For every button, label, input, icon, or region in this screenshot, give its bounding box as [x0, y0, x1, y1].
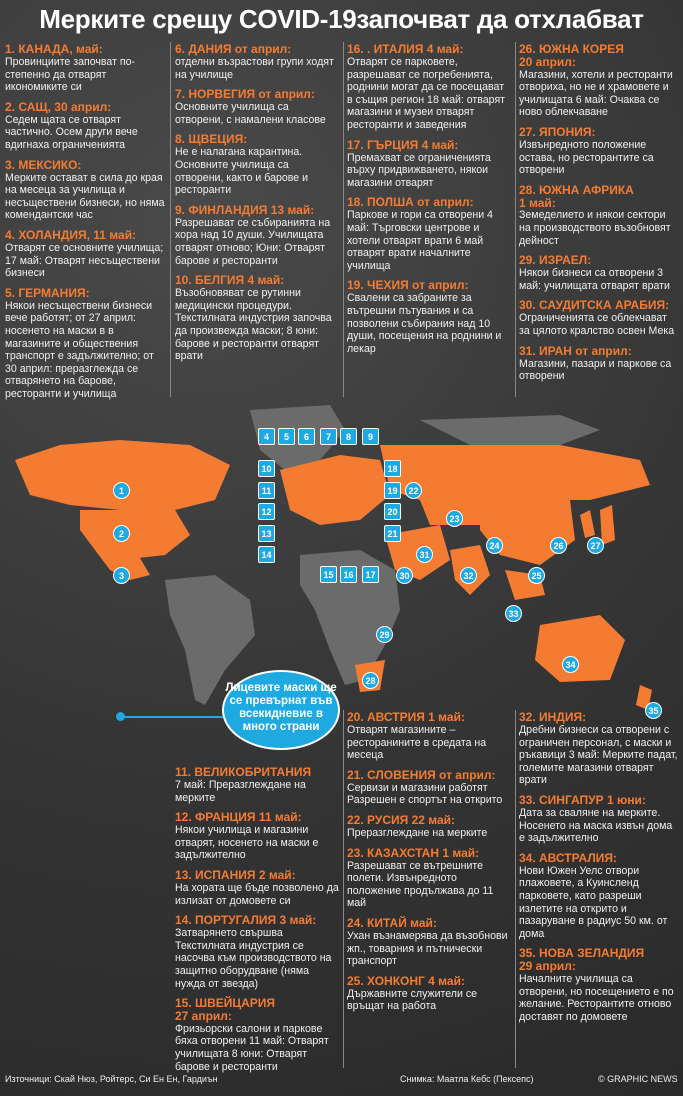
- country-badge: 22: [405, 482, 422, 499]
- country-text: Не е налагана карантина. Основните училища са отворени, както и барове и ресторанти: [175, 146, 309, 197]
- country-heading: 27. ЯПОНИЯ:: [519, 124, 596, 139]
- country-badge: 35: [645, 702, 662, 719]
- country-badge: 23: [446, 510, 463, 527]
- country-badge: 29: [376, 626, 393, 643]
- country-date: 1 май:: [519, 195, 556, 210]
- country-badge: 17: [362, 566, 379, 583]
- country-heading: 16. . ИТАЛИЯ 4 май:: [347, 42, 464, 56]
- column-6: [347, 710, 512, 1019]
- country-heading: 25. ХОНКОНГ 4 май:: [347, 973, 465, 988]
- country-text: Някои бизнеси са отворени 3 май: училищата отварят врати: [519, 267, 670, 292]
- column-7: [519, 710, 679, 1029]
- country-heading: 33. СИНГАПУР 1 юни:: [519, 792, 646, 807]
- country-heading: 19. ЧЕХИЯ от април:: [347, 278, 469, 293]
- country-entry: [347, 278, 512, 355]
- country-badge: 14: [258, 546, 275, 563]
- divider: [515, 710, 516, 1068]
- country-badge: 7: [320, 428, 337, 445]
- country-badge: 2: [113, 525, 130, 542]
- country-text: На хората ще бъде позволено да излизат от домовете си: [175, 881, 339, 907]
- country-badge: 4: [258, 428, 275, 445]
- country-badge: 8: [340, 428, 357, 445]
- column-3: [347, 42, 512, 361]
- country-text: Преразглеждане на мерките: [347, 826, 488, 839]
- country-heading: 30. САУДИТСКА АРАБИЯ:: [519, 298, 670, 313]
- country-badge: 21: [384, 525, 401, 542]
- country-badge: 20: [384, 503, 401, 520]
- country-entry: [519, 125, 679, 177]
- country-heading: 26. ЮЖНА КОРЕЯ: [519, 42, 624, 56]
- country-entry: [519, 298, 679, 337]
- divider: [170, 42, 171, 397]
- country-entry: [5, 286, 165, 401]
- divider: [343, 42, 344, 397]
- country-entry: [5, 42, 165, 94]
- country-badge: 32: [460, 567, 477, 584]
- country-badge: 26: [550, 537, 567, 554]
- country-text: Ограниченията се облекчават за цялото кралство освен Мека: [519, 312, 675, 337]
- country-heading: 1. КАНАДА, май:: [5, 42, 103, 56]
- country-text: Свалени са забраните за вътрешни пътувания и са позволени събирания над 10 души, посещения на роднини и лекар: [347, 292, 502, 355]
- country-badge: 19: [384, 482, 401, 499]
- country-entry: [519, 851, 679, 941]
- country-entry: [519, 710, 679, 787]
- country-entry: [519, 42, 679, 119]
- country-text: Началните училища са отворени, но посещението е по желание. Ресторантите отново доставят по домовете: [519, 972, 674, 1023]
- country-badge: 6: [298, 428, 315, 445]
- country-text: Разрешават се вътрешните полети. Извънредното положение продължава до 11 май: [347, 859, 494, 910]
- country-entry: [5, 158, 165, 222]
- country-entry: [347, 916, 512, 968]
- country-badge: 1: [113, 482, 130, 499]
- country-heading: 11. ВЕЛИКОБРИТАНИЯ: [175, 765, 312, 779]
- country-date: 29 април:: [519, 959, 576, 974]
- country-heading: 23. КАЗАХСТАН 1 май:: [347, 845, 480, 860]
- country-entry: [347, 974, 512, 1013]
- country-text: 7 май: Преразглеждане на мерките: [175, 779, 306, 804]
- country-heading: 2. САЩ, 30 април:: [5, 99, 112, 114]
- country-heading: 6. ДАНИЯ от април:: [175, 42, 292, 56]
- country-entry: [519, 793, 679, 845]
- country-badge: 25: [528, 567, 545, 584]
- country-text: Сервизи и магазини работят Разрешен е спортът на открито: [347, 781, 503, 807]
- country-entry: [5, 228, 165, 280]
- footer-photo-credit: Снимка: Маатла Кебс (Пексепс): [400, 1074, 534, 1084]
- callout-pointer-line: [120, 716, 224, 718]
- country-entry: [519, 946, 679, 1023]
- page-title: Мерките срещу COVID-19започват да отхлабват: [39, 4, 644, 34]
- country-heading: 22. РУСИЯ 22 май:: [347, 812, 456, 827]
- country-text: Държавните служители се връщат на работа: [347, 987, 478, 1013]
- country-heading: 29. ИЗРАЕЛ:: [519, 253, 592, 268]
- column-2: [175, 42, 340, 369]
- country-badge: 24: [486, 537, 503, 554]
- country-entry: [519, 344, 679, 383]
- country-entry: [347, 42, 512, 132]
- country-heading: 32. ИНДИЯ:: [519, 710, 587, 724]
- country-badge: 13: [258, 525, 275, 542]
- country-text: Някои училища и магазини отварят, носенето на маски е задължително: [175, 824, 319, 862]
- country-badge: 30: [396, 567, 413, 584]
- country-text: отделни възрастови групи ходят на училище: [175, 56, 334, 81]
- country-text: Извънредното положение остава, но ресторантите са отворени: [519, 138, 654, 177]
- country-heading: 3. МЕКСИКО:: [5, 157, 82, 172]
- country-badge: 9: [362, 428, 379, 445]
- country-text: Мерките остават в сила до края на месеца за училища и несъществени бизнеси, но няма комендантски час: [5, 171, 165, 222]
- country-heading: 34. АВСТРАЛИЯ:: [519, 850, 618, 865]
- country-text: Земеделието и някои сектори на производството възобновят дейност: [519, 209, 671, 247]
- column-5: [175, 765, 340, 1079]
- footer-copyright: © GRAPHIC NEWS: [598, 1074, 678, 1084]
- country-badge: 16: [340, 566, 357, 583]
- country-text: Възобновяват се рутинни медицински процедури. Текстилната индустрия започва да произвежда маски; 8 юни: барове и ресторанти отварят врати: [175, 287, 332, 363]
- country-date: 27 април:: [175, 1009, 232, 1024]
- country-text: Провинциите започват по-степенно да отварят икономиките си: [5, 56, 136, 94]
- country-text: Някои несъществени бизнеси вече работят; от 27 април: носенето на маски в в магазините и обществения транспорт е задължително; от 30 април: преразглежда се отварянето на барове, ресторанти и училища: [5, 299, 154, 400]
- column-4: [519, 42, 679, 389]
- country-entry: [347, 813, 512, 840]
- country-heading: 8. ЩВЕЦИЯ:: [175, 132, 248, 147]
- country-badge: 31: [416, 546, 433, 563]
- country-entry: [175, 810, 340, 862]
- country-date: 20 април:: [519, 55, 576, 69]
- country-entry: [175, 868, 340, 907]
- country-badge: 18: [384, 460, 401, 477]
- country-text: Дребни бизнеси са отворени с ограничен персонал, с маски и ръкавици 3 май: Мерките падат, големите магазини отварят врати: [519, 724, 678, 787]
- country-badge: 10: [258, 460, 275, 477]
- divider: [343, 710, 344, 1068]
- country-heading: 24. КИТАЙ май:: [347, 915, 437, 930]
- world-map: [0, 400, 683, 710]
- country-text: Отварят магазините – ресторанините в средата на месеца: [347, 724, 487, 762]
- country-heading: 12. ФРАНЦИЯ 11 май:: [175, 810, 302, 825]
- column-1: [5, 42, 165, 406]
- country-text: Ухан възнамерява да възобнови жп., товарния и пътнически транспорт: [347, 929, 508, 968]
- country-text: Основните училища са отворени, с намалени класове: [175, 101, 326, 126]
- country-text: Премахват се ограниченията върху придвижването, някои магазини отварят: [347, 151, 491, 189]
- country-heading: 7. НОРВЕГИЯ от април:: [175, 87, 315, 102]
- country-badge: 3: [113, 567, 130, 584]
- country-badge: 27: [587, 537, 604, 554]
- country-text: Магазини, хотели и ресторанти отвориха, но не и храмовете и училищата 6 май: Очаква се ново облекчаване: [519, 68, 673, 119]
- country-entry: [175, 132, 340, 196]
- country-entry: [5, 100, 165, 152]
- country-badge: 33: [505, 605, 522, 622]
- country-text: Седем щата се отварят частично. Осем други вече вдигнаха ограниченията: [5, 113, 138, 151]
- country-heading: 10. БЕЛГИЯ 4 май:: [175, 273, 285, 288]
- country-heading: 21. СЛОВЕНИЯ от април:: [347, 767, 496, 782]
- country-heading: 31. ИРАН от април:: [519, 343, 632, 358]
- country-entry: [519, 253, 679, 292]
- mask-callout: Лицевите маски ще се превърнат във всекидневие в много страни: [222, 670, 340, 750]
- country-text: Паркове и гори са отворени 4 май: Търговски центрове и хотели отварят врати 6 май отварят врати началните училища: [347, 209, 493, 272]
- country-text: Фризьорски салони и паркове бяха отворени 11 май: Отварят училищата 8 юни: Отварят барове и ресторанти: [175, 1022, 329, 1073]
- country-heading: 5. ГЕРМАНИЯ:: [5, 285, 90, 300]
- country-entry: [519, 183, 679, 247]
- country-entry: [347, 138, 512, 190]
- country-heading: 4. ХОЛАНДИЯ, 11 май:: [5, 227, 137, 242]
- country-badge: 15: [320, 566, 337, 583]
- country-text: Дата за сваляне на мерките. Носенето на маска извън дома е задължително: [519, 806, 673, 845]
- country-entry: [175, 913, 340, 990]
- country-badge: 5: [278, 428, 295, 445]
- country-text: Магазини, пазари и паркове са отворени: [519, 357, 672, 383]
- country-heading: 18. ПОЛША от април:: [347, 195, 474, 210]
- country-entry: [175, 765, 340, 804]
- country-text: Нови Южен Уелс отвори плажовете, а Куинсленд парковете, като разреши излетите на открито и пазаруване в радиус 50 км. от дома: [519, 864, 668, 940]
- country-text: Отварят се парковете, разрешават се погребенията, роднини могат да се посещават в същия регион 18 май: отварят магазини и музеи отварят ресторанти и заведения: [347, 56, 506, 131]
- country-text: Разрешават се събиранията на хора над 10 души. Училищата отварят отново; Юни: Отварят барове и ресторанти: [175, 216, 331, 267]
- country-entry: [347, 195, 512, 272]
- country-entry: [175, 273, 340, 363]
- country-heading: 20. АВСТРИЯ 1 май:: [347, 710, 465, 724]
- country-entry: [347, 768, 512, 807]
- country-heading: 13. ИСПАНИЯ 2 май:: [175, 867, 296, 882]
- country-heading: 28. ЮЖНА АФРИКА: [519, 182, 634, 197]
- country-badge: 28: [362, 672, 379, 689]
- country-entry: [347, 846, 512, 910]
- country-badge: 12: [258, 503, 275, 520]
- country-entry: [175, 996, 340, 1073]
- divider: [515, 42, 516, 397]
- country-entry: [347, 710, 512, 762]
- country-entry: [175, 203, 340, 267]
- country-badge: 34: [562, 656, 579, 673]
- country-heading: 14. ПОРТУГАЛИЯ 3 май:: [175, 913, 317, 928]
- country-entry: [175, 42, 340, 81]
- country-entry: [175, 87, 340, 126]
- country-text: Затварянето свършва Текстилната индустрия се насочва към производството на защитно оборудване (няма нужда от звезда): [175, 927, 332, 990]
- country-heading: 9. ФИНЛАНДИЯ 13 май:: [175, 202, 315, 217]
- footer-sources: Източници: Скай Нюз, Ройтерс, Си Ен Ен, Гардиън: [5, 1074, 218, 1084]
- country-text: Отварят се основните училища; 17 май: Отварят несъществени бизнеси: [5, 241, 164, 280]
- country-heading: 17. ГЪРЦИЯ 4 май:: [347, 137, 459, 152]
- country-heading: 15. ШВЕЙЦАРИЯ: [175, 996, 276, 1011]
- country-heading: 35. НОВА ЗЕЛАНДИЯ: [519, 946, 645, 961]
- country-badge: 11: [258, 482, 275, 499]
